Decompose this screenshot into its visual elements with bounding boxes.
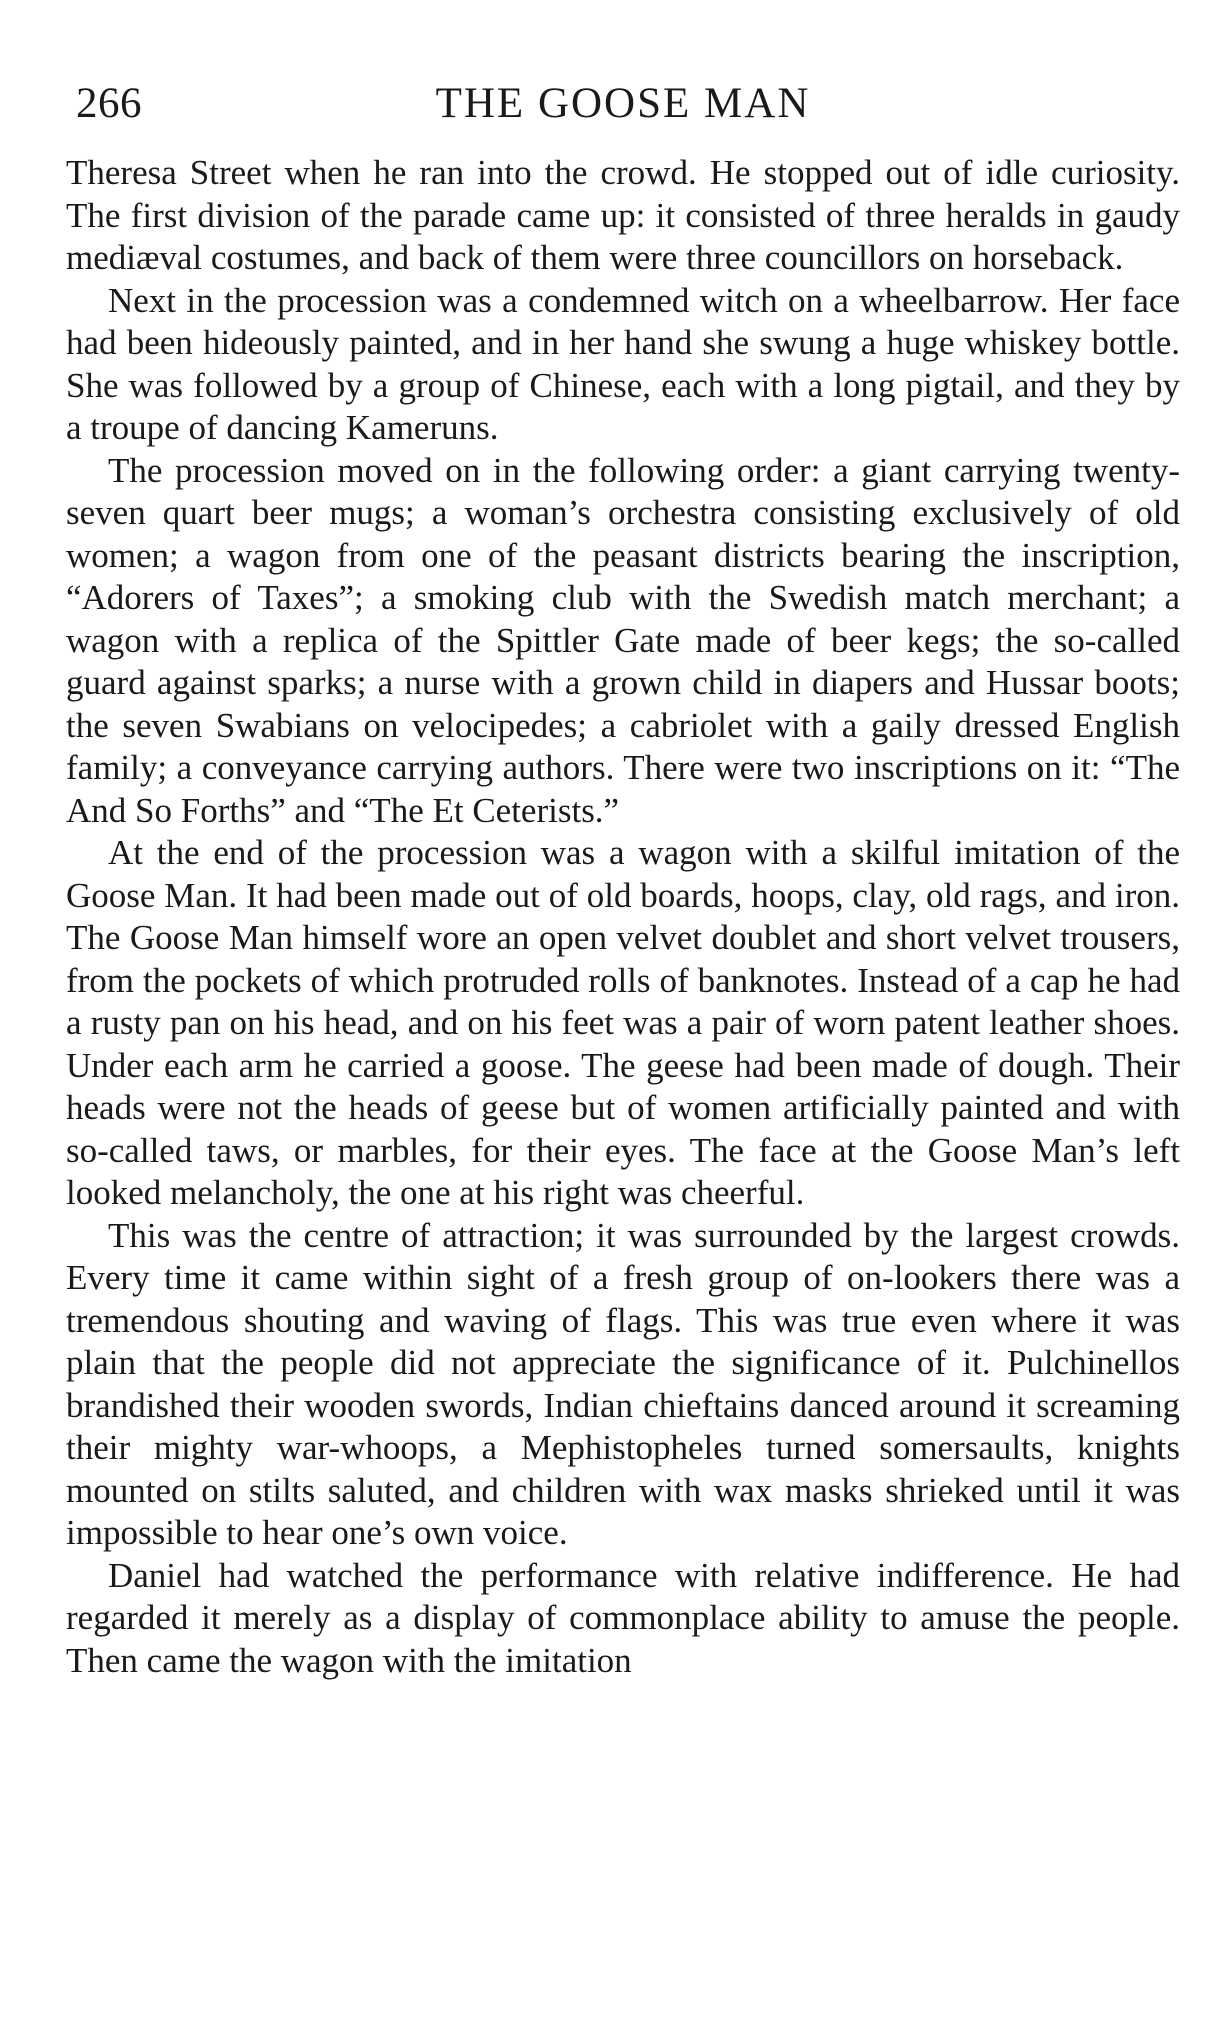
body-text bbox=[66, 152, 1180, 1682]
running-head bbox=[66, 74, 1180, 134]
paragraph-1: Theresa Street when he ran into the crowd. He stopped out of idle curiosity. The first division of the parade came up: it consisted of three heralds in gaudy mediæval costumes, and back of them were three councillors on horseback. bbox=[66, 153, 1180, 277]
paragraph-5: This was the centre of attraction; it was surrounded by the largest crowds. Every time it came within sight of a fresh group of on-lookers there was a tremendous shouting and waving of flags. This was true even where it was plain that the people did not appreciate the significance of it. Pulchinellos brandished their wooden swords, Indian chieftains danced around it screaming their mighty war-whoops, a Mephistopheles turned somersaults, knights mounted on stilts saluted, and children with wax masks shrieked until it was impossible to hear one’s own voice. bbox=[66, 1215, 1180, 1552]
paragraph-3: The procession moved on in the following order: a giant carrying twenty-seven quart beer mugs; a woman’s orchestra consisting exclusively of old women; a wagon from one of the peasant districts bearing the inscription, “Adorers of Taxes”; a smoking club with the Swedish match merchant; a wagon with a replica of the Spittler Gate made of beer kegs; the so-called guard against sparks; a nurse with a grown child in diapers and Hussar boots; the seven Swabians on velocipedes; a cabriolet with a gaily dressed English family; a conveyance carrying authors. There were two inscriptions on it: “The And So Forths” and “The Et Ceterists.” bbox=[66, 450, 1180, 830]
running-title: THE GOOSE MAN bbox=[435, 80, 811, 127]
book-page bbox=[66, 74, 1180, 1682]
paragraph-4: At the end of the procession was a wagon with a skilful imitation of the Goose Man. It had been made out of old boards, hoops, clay, old rags, and iron. The Goose Man himself wore an open velvet doublet and short velvet trousers, from the pockets of which protruded rolls of banknotes. Instead of a cap he had a rusty pan on his head, and on his feet was a pair of worn patent leather shoes. Under each arm he carried a goose. The geese had been made of dough. Their heads were not the heads of geese but of women artificially painted and with so-called taws, or marbles, for their eyes. The face at the Goose Man’s left looked melancholy, the one at his right was cheerful. bbox=[66, 833, 1180, 1212]
page-number: 266 bbox=[76, 80, 142, 127]
paragraph-2: Next in the procession was a condemned witch on a wheelbarrow. Her face had been hideously painted, and in her hand she swung a huge whiskey bottle. She was followed by a group of Chinese, each with a long pigtail, and they by a troupe of dancing Kameruns. bbox=[66, 280, 1180, 447]
paragraph-6: Daniel had watched the performance with relative indifference. He had regarded it merely as a display of commonplace ability to amuse the people. Then came the wagon with the imitation bbox=[66, 1555, 1180, 1680]
